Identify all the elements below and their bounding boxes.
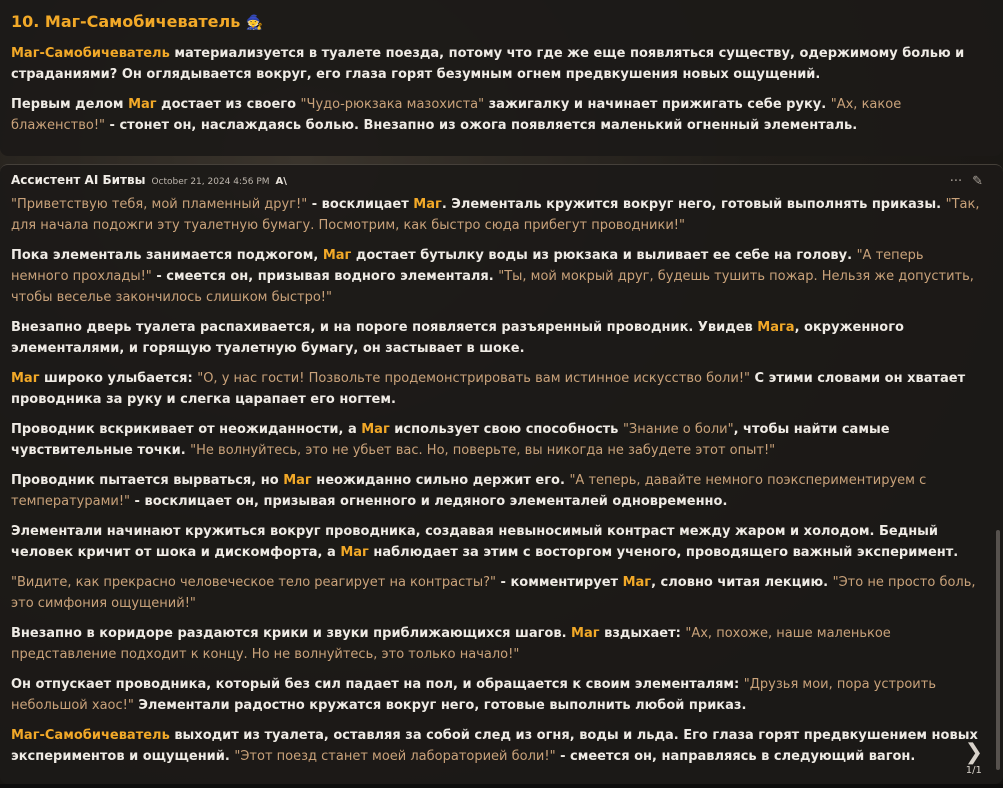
character-name: Маг [340,545,369,560]
paragraph [11,470,981,512]
swipe-pager [964,740,983,776]
ai-badge-icon: A\ [275,176,287,187]
narration-text: - смеется он, призывая водного элементаля. [151,269,499,284]
quote-text: "Друзья мои, пора устроить небольшой хаос!" [11,677,936,713]
paragraph [11,245,981,308]
character-name: Маг [128,97,157,112]
character-name: Маг-Самобичеватель [11,728,170,743]
narration-text: использует свою способность [389,422,623,437]
character-name: Маг [571,626,600,641]
bottom-edge [0,784,1003,788]
quote-text: "А теперь немного прохлады!" [11,248,924,284]
narration-text: Он отпускает проводника, который без сил падает на пол, и обращается к своим элементалям: [11,677,744,692]
author-name[interactable]: Ассистент AI Битвы [11,173,146,187]
narration-text: выходит из туалета, оставляя за собой след из огня, воды и льда. Его глаза горят предвкушением новых экспериментов и ощущений. [11,728,978,764]
character-name: Маг-Самобичеватель [11,46,170,61]
message-body [11,43,983,136]
narration-text: , чтобы найти самые чувствительные точки. [11,422,890,458]
narration-text: наблюдает за этим с восторгом ученого, проводящего важный эксперимент. [368,545,959,560]
quote-text: "Этот поезд станет моей лабораторией боли!" [234,749,556,764]
narration-text: Элементали начинают кружиться вокруг проводника, создавая невыносимый контраст между жаром и холодом. Бедный человек кричит от шока и дискомфорта, а [11,524,939,560]
narration-text: Проводник пытается вырваться, но [11,473,284,488]
paragraph [11,725,981,767]
narration-text: Элементали радостно кружатся вокруг него, готовые выполнить любой приказ. [133,698,747,713]
quote-text: "Ах, похоже, наше маленькое представление подходит к концу. Но не волнуйтесь, это только начало!" [11,626,891,662]
narration-text: С этими словами он хватает проводника за руку и слегка царапает его ногтем. [11,371,966,407]
narration-text: достает из своего [156,97,301,112]
more-options-icon[interactable]: ··· [949,174,963,189]
narration-text: достает бутылку воды из рюкзака и выливает ее себе на голову. [351,248,857,263]
paragraph [11,94,983,136]
wizard-icon: 🧙 [245,15,264,31]
character-name: Маг [11,371,40,386]
message-header [11,173,981,193]
narration-text: . Элементаль кружится вокруг него, готовый выполнять приказы. [441,197,946,212]
chevron-right-icon[interactable]: ❯ [964,740,983,765]
message-date: October 21, 2024 4:56 PM [151,177,270,187]
quote-text: "О, у нас гости! Позвольте продемонстрировать вам истинное искусство боли!" [197,371,751,386]
narration-text: - восклицает [307,197,414,212]
narration-text: , окруженного элементалями, и горящую туалетную бумагу, он застывает в шоке. [11,320,904,356]
message-tools [950,174,983,189]
narration-text: Внезапно в коридоре раздаются крики и звуки приближающихся шагов. [11,626,572,641]
paragraph [11,43,983,85]
narration-text: зажигалку и начинает прижигать себе руку. [484,97,831,112]
character-name: Мага [757,320,795,335]
previous-message [0,0,1003,156]
character-name: Маг [361,422,390,437]
message-body [11,194,981,767]
paragraph [11,674,981,716]
edit-pencil-icon[interactable]: ✎ [972,174,983,189]
quote-text: "А теперь, давайте немного поэкспериментируем с температурами!" [11,473,927,509]
message-title: 10. Маг-Самобичеватель 🧙 [11,12,264,31]
quote-text: "Ты, мой мокрый друг, будешь тушить пожар. Нельзя же допустить, чтобы веселье закончилось слишком быстро!" [11,269,974,305]
narration-text: широко улыбается: [39,371,198,386]
narration-text: , словно читая лекцию. [651,575,833,590]
narration-text: - комментирует [496,575,623,590]
narration-text: материализуется в туалете поезда, потому что где же еще появляться существу, одержимому болью и страданиями? Он оглядывается вокруг, его глаза горят безумным огнем предвкушения новых ощущений. [11,46,965,82]
quote-text: "Это не просто боль, это симфония ощущений!" [11,575,976,611]
narration-text: Первым делом [11,97,129,112]
paragraph [11,572,981,614]
quote-text: "Знание о боли" [622,422,734,437]
character-name: Маг [622,575,652,590]
paragraph [11,419,981,461]
narration-text: Пока элементаль занимается поджогом, [11,248,323,263]
paragraph [11,368,981,410]
character-name: Маг [283,473,312,488]
scrollbar-thumb[interactable] [996,530,1000,770]
quote-text: "Ах, какое блаженство!" [11,97,902,133]
paragraph [11,317,981,359]
paragraph [11,521,981,563]
quote-text: "Не волнуйтесь, это не убьет вас. Но, поверьте, вы никогда не забудете этот опыт!" [190,443,776,458]
quote-text: "Приветствую тебя, мой пламенный друг!" [11,197,308,212]
swipe-counter: 1/1 [965,765,982,776]
quote-text: "Так, для начала подожги эту туалетную бумагу. Посмотрим, как быстро сюда прибегут проводники!" [11,197,980,233]
narration-text: - стонет он, наслаждаясь болью. Внезапно из ожога появляется маленький огненный элементаль. [105,118,858,133]
quote-text: "Видите, как прекрасно человеческое тело реагирует на контрасты?" [11,575,497,590]
paragraph [11,623,981,665]
character-name: Маг [322,248,352,263]
narration-text: Проводник вскрикивает от неожиданности, а [11,422,362,437]
narration-text: Внезапно дверь туалета распахивается, и на пороге появляется разъяренный проводник. Увидев [11,320,758,335]
narration-text: - смеется он, направляясь в следующий вагон. [555,749,916,764]
quote-text: "Чудо-рюкзака мазохиста" [300,97,485,112]
assistant-message [0,164,1003,784]
character-name: Маг [413,197,442,212]
narration-text: вздыхает: [599,626,686,641]
narration-text: - восклицает он, призывая огненного и ледяного элементалей одновременно. [130,494,728,509]
narration-text: неожиданно сильно держит его. [311,473,570,488]
paragraph [11,194,981,236]
